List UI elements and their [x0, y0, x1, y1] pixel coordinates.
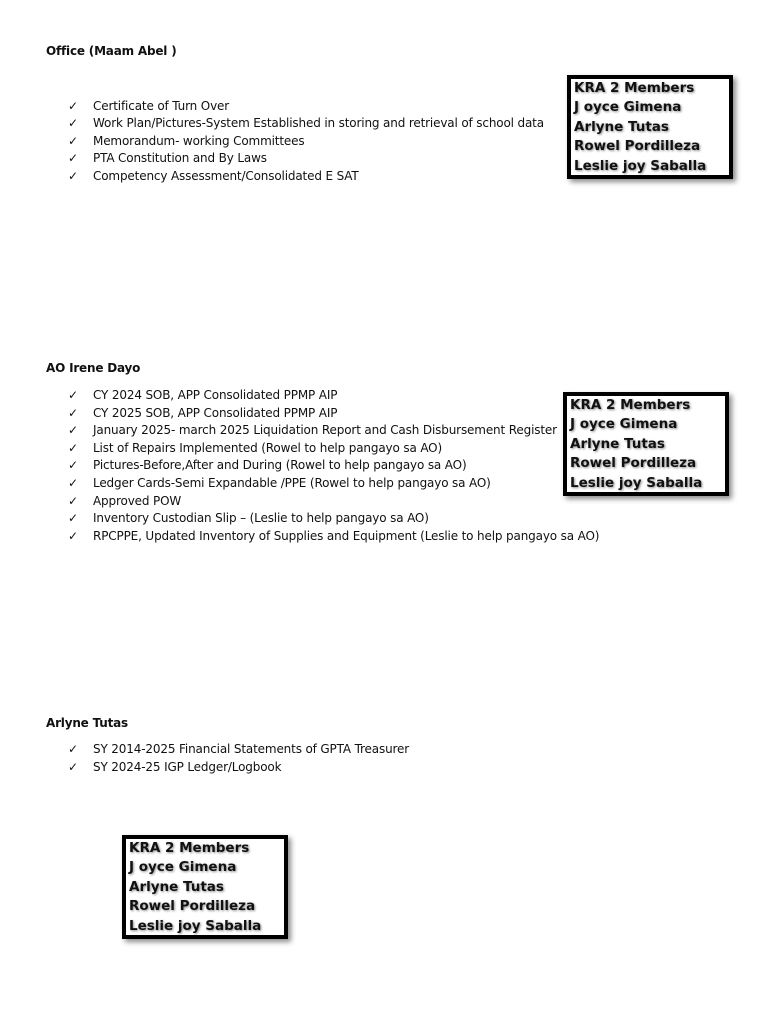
checkmark-icon: ✓: [68, 742, 78, 756]
checkmark-icon: ✓: [68, 133, 78, 148]
member-name: Leslie joy Saballa: [570, 474, 703, 491]
list-item-text: RPCPPE, Updated Inventory of Supplies and Equipment (Leslie to help pangayo sa AO): [93, 528, 600, 543]
section-heading-ao-irene-dayo: AO Irene Dayo: [46, 361, 141, 375]
kra-members-box: [567, 75, 733, 179]
member-name: Rowel Pordilleza: [574, 138, 701, 155]
list-item: [68, 440, 599, 458]
list-item-text: Inventory Custodian Slip – (Leslie to help pangayo sa AO): [93, 511, 429, 526]
list-item-text: SY 2024-25 IGP Ledger/Logbook: [93, 759, 282, 774]
member-name: Leslie joy Saballa: [129, 917, 262, 934]
list-item-text: Memorandum- working Committees: [93, 133, 305, 148]
member-name: Arlyne Tutas: [574, 118, 669, 135]
list-item-text: Ledger Cards-Semi Expandable /PPE (Rowel to help pangayo sa AO): [93, 475, 491, 490]
list-item: [68, 133, 544, 151]
checklist-office: [68, 98, 544, 186]
list-item: [68, 405, 599, 423]
checkmark-icon: ✓: [68, 98, 78, 113]
member-name: J oyce Gimena: [129, 859, 237, 876]
checkmark-icon: ✓: [68, 458, 78, 473]
checkmark-icon: ✓: [68, 493, 78, 508]
list-item-text: Competency Assessment/Consolidated E SAT: [93, 168, 359, 183]
list-item: [68, 510, 599, 528]
member-name: Arlyne Tutas: [129, 878, 224, 895]
checkmark-icon: ✓: [68, 759, 78, 774]
list-item: [68, 168, 544, 186]
kra-members-box: [122, 835, 288, 939]
list-item-text: January 2025- march 2025 Liquidation Report and Cash Disbursement Register: [93, 423, 557, 438]
list-item: [68, 528, 599, 546]
list-item-text: CY 2025 SOB, APP Consolidated PPMP AIP: [93, 405, 338, 420]
section-heading-arlyne-tutas: Arlyne Tutas: [46, 716, 128, 730]
checkmark-icon: ✓: [68, 528, 78, 543]
checkmark-icon: ✓: [68, 116, 78, 131]
list-item-text: SY 2014-2025 Financial Statements of GPTA Treasurer: [93, 742, 410, 756]
list-item: [68, 493, 599, 511]
list-item: [68, 387, 599, 405]
checkmark-icon: ✓: [68, 388, 78, 402]
member-name: J oyce Gimena: [574, 99, 682, 116]
list-item: [68, 759, 409, 777]
list-item-text: Pictures-Before,After and During (Rowel to help pangayo sa AO): [93, 458, 467, 473]
checklist-ao-irene-dayo: [68, 387, 599, 545]
list-item: [68, 475, 599, 493]
checkmark-icon: ✓: [68, 168, 78, 183]
list-item: [68, 150, 544, 168]
list-item: [68, 98, 544, 116]
list-item-text: CY 2024 SOB, APP Consolidated PPMP AIP: [93, 388, 338, 402]
checkmark-icon: ✓: [68, 423, 78, 438]
list-item: [68, 422, 599, 440]
member-name: Arlyne Tutas: [570, 435, 665, 452]
checkmark-icon: ✓: [68, 440, 78, 455]
members-box-title: KRA 2 Members: [129, 840, 250, 856]
checkmark-icon: ✓: [68, 475, 78, 490]
checkmark-icon: ✓: [68, 511, 78, 526]
members-box-title: KRA 2 Members: [570, 397, 691, 413]
kra-members-box: [563, 392, 729, 496]
list-item: [68, 115, 544, 133]
member-name: Rowel Pordilleza: [129, 898, 256, 915]
checklist-arlyne-tutas: [68, 741, 409, 776]
list-item-text: Approved POW: [93, 493, 182, 508]
list-item-text: Work Plan/Pictures-System Established in storing and retrieval of school data: [93, 116, 544, 131]
member-name: Rowel Pordilleza: [570, 455, 697, 472]
checkmark-icon: ✓: [68, 405, 78, 420]
list-item-text: PTA Constitution and By Laws: [93, 151, 267, 166]
member-name: J oyce Gimena: [570, 416, 678, 433]
member-name: Leslie joy Saballa: [574, 157, 707, 174]
list-item: [68, 741, 409, 759]
section-heading-office: Office (Maam Abel ): [46, 44, 177, 58]
checkmark-icon: ✓: [68, 151, 78, 166]
list-item-text: Certificate of Turn Over: [93, 98, 230, 113]
members-box-title: KRA 2 Members: [574, 80, 695, 96]
list-item-text: List of Repairs Implemented (Rowel to help pangayo sa AO): [93, 440, 443, 455]
list-item: [68, 457, 599, 475]
